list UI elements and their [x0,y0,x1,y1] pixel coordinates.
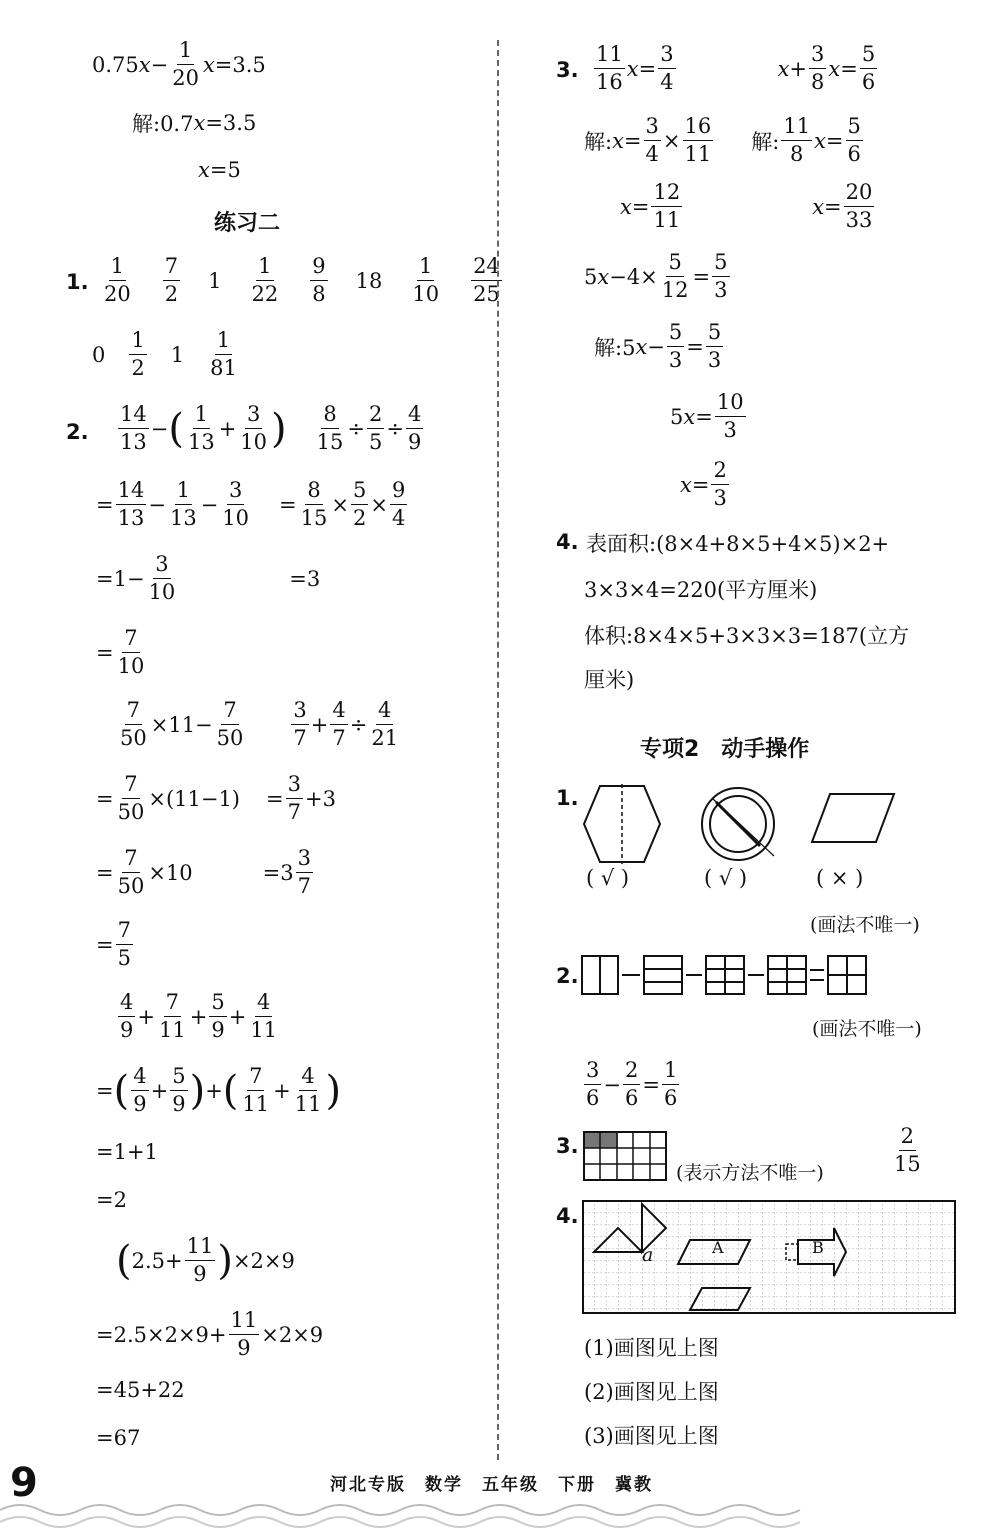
calc-line: = $\frac{7}{10}$ [96,626,145,678]
solution-line: x =5 [198,158,241,182]
calc-line: = ( $\frac{4}{9}$ + $\frac{5}{9}$ ) + ( $\frac{7}{11}$ + $\frac{4}{11}$ ) [96,1064,342,1116]
footer-wave [0,1500,987,1536]
calc-line: =1+1 [96,1140,158,1164]
question-number: 1. [66,270,89,294]
section-title: 练习二 [214,211,281,236]
answer-line: (2)画图见上图 [584,1380,719,1404]
fraction-equation: $\frac{3}{6}$ − $\frac{2}{6}$ = $\frac{1}{6}$ [586,1058,678,1110]
calc-line: = $\frac{7}{5}$ [96,918,131,970]
answer-row: $\frac{1}{20}$ $\frac{7}{2}$ 1 $\frac{1}{22}$ $\frac{9}{8}$ 18 $\frac{1}{10}$ $\frac{24}{25}$ [104,254,500,306]
calc-line: $\frac{14}{13}$ − ( $\frac{1}{13}$ + $\frac{3}{10}$ ) $\frac{8}{15}$ ÷ $\frac{2}{5}$ ÷ $\frac{4}{9}$ [120,402,422,454]
question-number: 2. [556,964,579,988]
grid-shading [582,1130,668,1182]
calc-line: =67 [96,1426,141,1450]
text-line: 表面积:(8×4+8×5+4×5)×2+ [586,532,890,556]
note: (画法不唯一) [810,914,920,936]
question-number: 1. [556,786,579,810]
footer-text: 河北专版 数学 五年级 下册 冀教 [330,1475,653,1495]
page-number: 9 [10,1460,38,1506]
calc-line: =45+22 [96,1378,185,1402]
fraction-rectangles [580,954,870,996]
cross-mark: ( × ) [816,866,864,890]
equation-line: $\frac{11}{16}$ x = $\frac{3}{4}$ x + $\frac{3}{8}$ x = $\frac{5}{6}$ [596,42,876,94]
calc-line: = $\frac{14}{13}$ − $\frac{1}{13}$ − $\frac{3}{10}$ = $\frac{8}{15}$ × $\frac{5}{2}$ × $\frac{9}{4}$ [96,478,406,530]
fraction-answer: $\frac{2}{15}$ [894,1124,921,1176]
column-divider [497,40,499,1460]
answer-line: (3)画图见上图 [584,1424,719,1448]
solution-line: x = $\frac{2}{3}$ [680,458,727,510]
grid-figure [582,1200,956,1314]
calc-line: =1− $\frac{3}{10}$ =3 [96,552,321,604]
note: (表示方法不唯一) [676,1162,824,1184]
figure-label: B [812,1238,824,1257]
symmetry-figures [580,784,910,864]
solution-line: 5 x = $\frac{10}{3}$ [670,390,744,442]
note: (画法不唯一) [812,1018,922,1040]
check-mark: ( √ ) [586,866,630,890]
text-line: 厘米) [584,668,635,692]
section-title: 专项2 动手操作 [640,737,810,762]
calc-line: ( 2.5+ $\frac{11}{9}$ ) ×2×9 [116,1234,295,1286]
question-number: 2. [66,420,89,444]
calc-line: =2 [96,1188,127,1212]
question-number: 4. [556,530,579,554]
question-number: 3. [556,1134,579,1158]
solution-line: x = $\frac{12}{11}$ x = $\frac{20}{33}$ [620,180,873,232]
solution-line: 解: x = $\frac{3}{4}$ × $\frac{16}{11}$ 解: $\frac{11}{8}$ x = $\frac{5}{6}$ [584,114,861,166]
text-line: 3×3×4=220(平方厘米) [584,578,818,602]
solution-line: 解:0.7 x =3.5 [132,111,257,136]
calc-line: = $\frac{7}{50}$ ×10 =3 $\frac{3}{7}$ [96,846,312,898]
text-line: 体积:8×4×5+3×3×3=187(立方 [584,624,910,648]
solution-line: 解:5 x − $\frac{5}{3}$ = $\frac{5}{3}$ [594,320,722,372]
calc-line: = $\frac{7}{50}$ ×(11−1) = $\frac{3}{7}$ +3 [96,772,336,824]
question-number: 3. [556,58,579,82]
question-number: 4. [556,1204,579,1228]
calc-line: $\frac{4}{9}$ + $\frac{7}{11}$ + $\frac{5}{9}$ + $\frac{4}{11}$ [120,990,278,1042]
calc-line: $\frac{7}{50}$ ×11− $\frac{7}{50}$ $\frac{3}{7}$ + $\frac{4}{7}$ ÷ $\frac{4}{21}$ [120,698,399,750]
figure-label: a [642,1244,654,1266]
check-mark: ( √ ) [704,866,748,890]
answer-row: 0 $\frac{1}{2}$ 1 $\frac{1}{81}$ [92,328,237,380]
calc-line: =2.5×2×9+ $\frac{11}{9}$ ×2×9 [96,1308,324,1360]
figure-label: A [712,1238,724,1257]
equation-line: 0.75 x − $\frac{1}{20}$ x =3.5 [92,38,266,90]
equation-line: 5 x −4× $\frac{5}{12}$ = $\frac{5}{3}$ [584,250,728,302]
answer-line: (1)画图见上图 [584,1336,719,1360]
